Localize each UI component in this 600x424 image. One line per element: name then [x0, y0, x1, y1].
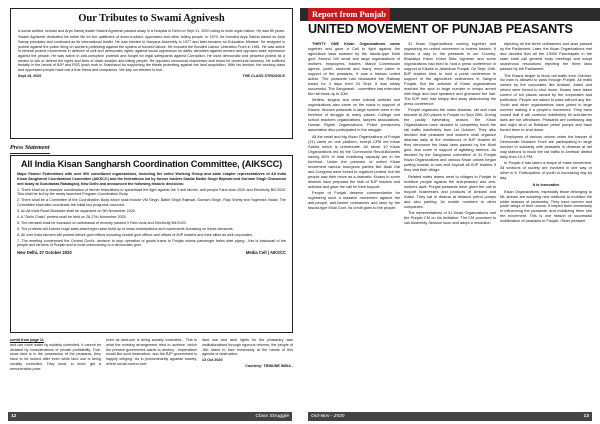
aikscc-point: 3. An All India Road Blockade shall be organized on 5th November 2020.	[17, 209, 136, 214]
article-paragraph: In Punjab it has taken a shape of mass movement. All sections of society are involved in one way or other in it. Participation of youth is increasing day by day.	[500, 161, 592, 181]
aikscc-title: All India Kisan Sangharsh Coordination Committee, (AIKSCC)	[20, 159, 283, 169]
article-paragraph: 31 Kisan Organizations coming together and organizing an united movement is indeed historic. It shows a way to the peasants in our Country. Bharatiya Kisan Union Ekta Ugrahan and some organizations had tried to hold a press conference in support of Kisans in Jalandhar Punjab. On Sept. 24th, BJP leaders tried to hold a press conference in support of the agriculture ordinances in Sangrur Punjab. But the activists of Kisan organizations reached the spot in large number in tempo armed with flags and loud speakers and gheraoed the hall. The BJP men had simply fled away abandoning the press conference.	[404, 42, 496, 106]
article-column-3	[500, 42, 592, 400]
article-paragraph: Kisan Organizations, especially those belonging to ML stream are adopting new methods to mobilize the wider masses of peasantry. They have women and youth wings of their unions. It helped them immensely in influencing the peasants, and mobilizing them into the movement. This is one reason of successful mobilization of peasants in Punjab. Other peasant	[500, 189, 592, 224]
article-paragraph: rejecting all the three ordinances and laws passed by the Parliament. Later, the Kisan Organizations met and decided that all the 13000 Panchayats in the state shall call general body meetings and adopt unanimous resolutions rejecting the three laws passed by the Parliament.	[500, 42, 592, 71]
continuation-text: and use more water by suitably controlled. It cannot be dictated by considerations of private profitability. True, since land is in the possession of the peasants, they have to be looked after even while land use is being socially controlled. They must, in short, get a remunerative price	[10, 342, 101, 371]
right-page	[300, 0, 600, 424]
article-paragraph: Employees of various unions under the banner of Democratic Mulazim Front are participating in large number in solidarity with peasants in dharnas at rail way stations to block the rail traffic in Amritsar district daily from 10-4 PM.	[500, 134, 592, 159]
aikscc-point: 4. A "Delhi Chalo" protest shall be held on 26-27th November 2020.	[17, 214, 127, 219]
article-paragraph: Writers, singers and other cultural activists and organizations also came on the roads in support of Kisans. Women peasants in large number were in the forefront of struggle at many places. College and school teachers organizations, lawyers associations, Human Rights Organizations, Police pensioners association also participated in the struggle.	[308, 98, 400, 133]
right-footer	[308, 412, 592, 421]
section-label: Report from Punjab	[308, 8, 390, 21]
tribute-date: Sept 15, 2020	[18, 74, 42, 79]
continuation-columns	[10, 338, 293, 372]
tribute-footer	[11, 74, 292, 79]
aikscc-place-date: New Delhi, 27 October 2020	[17, 250, 72, 256]
article-paragraph: Related notes teams went to villages in Punjab to mobilize people against the anti-peasant and anti-workers laws. Punjab peasants have given the call to boycott businesses and products of Ambani and Adani. They sat in dharna at reliance petrol pumps and also parking Jio mobile numbers to other companies.	[404, 174, 496, 209]
tribute-signature: THE CLASS STRUGGLE	[242, 74, 285, 79]
aikscc-intro: Major Farmer Federations with over 500 constituent organizations, including the entire Working Group and state chapter representatives of All India Kisan Sangharsh Coordination Committee (AIKSCC) and the federations led by former leaders Sardar Balbir Singh Rajewal and Gurnam Singh Charuduni met today at Gurudwara Rakabganj, New Delhi and announced the following historic decisions:	[17, 172, 286, 186]
left-page-number: 12	[11, 413, 17, 419]
continuation-date: 13 Oct 2020	[202, 358, 223, 363]
aikscc-box	[10, 155, 293, 333]
continuation-text: land use and land rights for the peasantry was institutionalised through rigorous reforms, the people of J&K stand to lose immensely at the hands of this agenda of destruction.	[202, 338, 293, 357]
article-paragraph: People of Punjab deserve commendation for organizing such a massive movement against the anti-people, anti-farmer ordinances and laws by the fascist-type Modi Govt. Its credit goes to the people.	[308, 191, 400, 211]
continuation-column-1	[10, 338, 101, 372]
continuation-column-2	[106, 338, 197, 372]
tribute-paragraph-1: A social activist, scholar and Arya Samaj leader Swami Agnivesh passed away in a Hospital in Delhi on Sept 11, 2020 owing to multi organ failure. He was 80 years.	[18, 28, 286, 33]
continuation-text: even as land-use is being socially controlled... This is what the existing arrangement tried to achieve, which the present government wants to destroy... Imperialism would like such destruction; and the BJP government is happily obliging.' As in predominantly agrarian society, where social control over	[106, 338, 197, 367]
right-issue-date: Oct-Nov - 2020	[311, 413, 345, 419]
article-column-1	[308, 42, 400, 400]
left-publication-name: Class Struggle	[255, 413, 289, 419]
press-statement-tag: Press Statement	[10, 145, 50, 154]
continuation-courtesy: Courtesy: TRIBUNE INDIA -	[245, 364, 293, 369]
tribute-body	[11, 26, 292, 73]
aikscc-point: 6. All over India farmers will protest before govt offices including central govt offices and offices of BJP leaders and their allies as well corporates.	[17, 232, 253, 237]
article-subhead: It is innovative	[532, 182, 560, 187]
article-columns	[308, 42, 592, 400]
aikscc-signature: Media Cell | AIKSCC	[245, 250, 286, 256]
tribute-box	[10, 8, 293, 139]
article-paragraph: The representatives of 31 Kisan Organizations met the Punjab CM on his invitation. The CM promised to call Assembly Session soon and adopt a resolution	[404, 211, 496, 226]
tribute-paragraph-2: Swami Agnivesh dedicated his entire life for the upliftment of down-trodden, oppressed and other toiling people. In 1970, he founded Arya Sabha based on Arya Samaj principles and continued as its international leader. He was elected to Haryana Assembly in 1977 and later became an Education Minister. He resigned in protest against the police firing on workers protesting against the system of bonded labour. He founded the Bonded Labour Liberation Front in 1981. He was active in several protest movements in defence of civil and democratic rights; against social oppression on dalits; atrocities against women and opposed state repression against the people. He was active in anti-corruption protests and fought for legal safeguards against Corruption. He used democratic and peaceful protest as a means to win or defend the rights and lives of down-trodden and toiling people. He opposed communal chauvinism and stood for communal harmony. He suffered brutally in the hands of BJP and RSS lynch mob in Jharkhand for supporting the tribals protesting against the land acquisition. With his demise, the working class and oppressed people have lost a true friend and companion. We pay our tributes to him.	[18, 35, 285, 73]
article-headline: UNITED MOVEMENT OF PUNJAB PEASANTS	[308, 22, 573, 36]
article-paragraph: All the small and big Kisan Organizations of Punjab (31) came on one platform, except CPM led Kisan Sabha which is unfortunate. All about 10 Kisan Organizations led by the Communist Revolutionaries having 80% of total mobilizing capacity are in the forefront. Under the pressure of united Kisan movement various bourgeois parties like Akali Dal and Congress were forced to organize protest, but the people saw their move as a dramatic. Kisans in some districts have prepared the lists of BJP leaders and activists and gave the call for their boycott.	[308, 134, 400, 189]
continuation-head: contd from page 11	[10, 338, 44, 342]
article-column-2	[404, 42, 496, 400]
tribute-title: Our Tributes to Swami Agnivesh	[78, 13, 225, 24]
article-paragraph: The Kisans began to block rail traffic from October. No train is allowed to pass through Punjab. All malls owned by the corporates like Ambani, Adani and others were forced to shut down. Kisans have taken control of toll plazas owned by the corporates and politicians. People are asked to pass without any fee. Youth and other organizations have joined in large number making it a people's movement. They have vowed that it will continue indefinitely till anti-farmer laws are not withdrawn. Peasants are continuing day and night sit-in at Reliance petrol pumps and have forced them to shut down.	[500, 73, 592, 133]
aikscc-point: 2. There shall be a Committee of the Coordination Body which shall include VM Singh, Balbir Singh Rajewal, Gurnam Singh, Raju Shetty and Yogendra Yadav. The Committee shall take coordinate the initial two programs occurred.	[17, 198, 286, 208]
article-paragraph: THIRTY ONE Kisan Organizations came together and gave a Call to fight against the agriculture laws enacted by the fascist-type Modi govt. Around 100 small and large organizations of workers, employees, traders, Mandi Commission agents, youth, students and many more came in support of the peasants. It was a historic united action. The peasants had blockaded the Railway tracks for 3 days from 24 Sept. It was totally successful. The Sangharsh - committee has extended the rail block up to 20th	[308, 42, 400, 96]
article-paragraph: People organized the mass dharnas, rail and road blocade at 200 places in Punjab on Sept 25th. During the paddy harvesting season, the Kisan Organizations have decided to completely block the rail traffic indefinitely from 1st October. They also decided that peasants and workers shall organize dharnas daily at the residences of BJP leaders till they denounce the black laws passed by the Modi govt. and come in support of agitating farmers. As decided by the Sangharsh committee of 31 Punjab Kisan Organizations and various Kisan unions began putting boards to ban and boycott all BJP leaders if they visit their village.	[404, 108, 496, 173]
aikscc-footer	[11, 249, 292, 255]
continuation-courtesy-row	[202, 364, 293, 369]
left-footer	[8, 412, 292, 421]
right-page-number: 13	[583, 413, 589, 419]
aikscc-body	[11, 172, 292, 248]
continuation-column-3	[202, 338, 293, 372]
aikscc-point: 7. The meeting condemned the Central Govt's. decision to stop operation of goods trains to Punjab unless passenger trains start plying - this is blackmail of the people and farmers of Punjab and is most unbecoming of a democratic govt.	[17, 238, 286, 248]
aikscc-point: 5. The demand shall be focussed on withdrawal of recently passed 3 Farm Acts and Electricity Bill 2020.	[17, 220, 187, 225]
continuation-signature	[202, 358, 293, 363]
aikscc-point: 1. There shall be a massive coordination of farmer federations to spearhead the fight against the 3 anti farmer, anti-people Farm Acts 2020 and Electricity Bill 2020. This shall be led by the newly launched Program Coordination Body.	[17, 187, 286, 197]
aikscc-point: 6. The protests will include huge state-wise/region-wise build up of mass mobilizations and movements focussing on these demands.	[17, 226, 234, 231]
